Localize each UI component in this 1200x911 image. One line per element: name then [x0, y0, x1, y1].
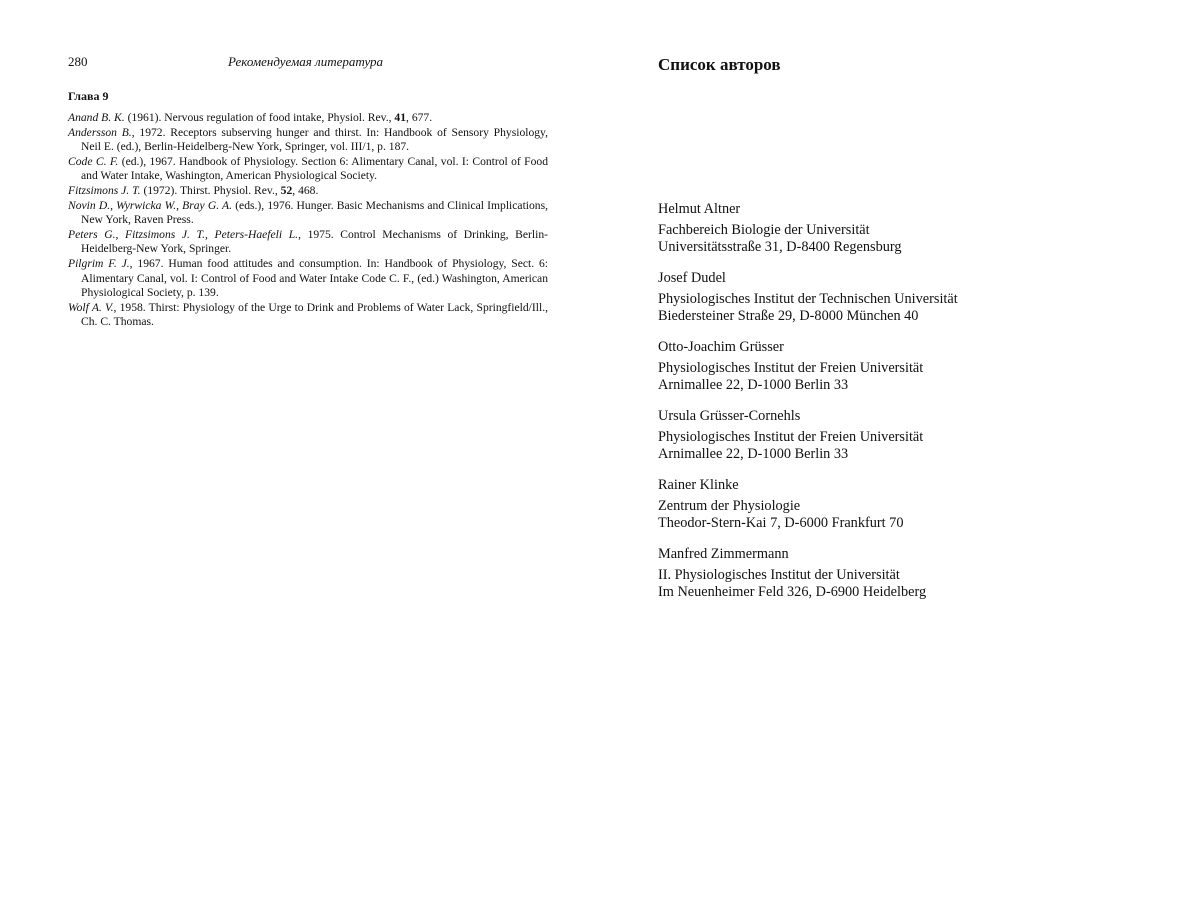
author-affiliation: Physiologisches Institut der Freien Universität — [658, 360, 924, 376]
author-name: Otto-Joachim Grüsser — [658, 339, 784, 355]
author-address: Arnimallee 22, D-1000 Berlin 33 — [658, 377, 849, 393]
author-affiliation: II. Physiologisches Institut der Universität — [658, 567, 900, 583]
author-name: Rainer Klinke — [658, 477, 739, 493]
reference-volume: 41 — [394, 111, 407, 124]
reference-authors: Anand B. K. — [68, 111, 125, 124]
reference-item — [68, 199, 548, 228]
author-address: Universitätsstraße 31, D-8400 Regensburg — [658, 239, 902, 255]
reference-volume: 52 — [280, 183, 293, 197]
author-entry — [658, 408, 1018, 463]
reference-authors: Wolf A. V. — [68, 300, 114, 314]
reference-text: , 1958. Thirst: Physiology of the Urge to Drink and Problems of Water Lack, Springfield/Ill., Ch. C. Thomas. — [81, 300, 548, 329]
reference-item — [68, 155, 548, 184]
right-page — [658, 54, 1018, 615]
author-list-title: Список авторов — [658, 55, 781, 74]
reference-authors: Novin D., Wyrwicka W., Bray G. A. — [68, 198, 233, 212]
reference-authors: Fitzsimons J. T. — [68, 183, 141, 197]
chapter-heading: Глава 9 — [68, 89, 109, 103]
reference-text: , 1967. Human food attitudes and consumption. In: Handbook of Physiology, Sect. 6: Alimentary Canal, vol. I: Control of Food and Water Intake Code C. F., (ed.) Washington, American Physiological Society, p. 139. — [81, 256, 548, 300]
reference-text: (1972). Thirst. Physiol. Rev., — [140, 183, 281, 197]
reference-authors: Andersson B. — [68, 125, 132, 139]
author-entry — [658, 201, 1018, 256]
page-number: 280 — [68, 54, 88, 69]
reference-text: (eds.), 1976. Hunger. Basic Mechanisms and Clinical Implications, New York, Raven Press. — [81, 198, 549, 227]
reference-text-end: , 468. — [292, 183, 319, 197]
reference-text: (1961). Nervous regulation of food intake, Physiol. Rev., — [124, 111, 395, 124]
author-affiliation: Zentrum der Physiologie — [658, 498, 801, 514]
author-address: Theodor-Stern-Kai 7, D-6000 Frankfurt 70 — [658, 515, 904, 531]
reference-text: , 1975. Control Mechanisms of Drinking, Berlin-Heidelberg-New York, Springer. — [81, 227, 548, 256]
reference-authors: Peters G., Fitzsimons J. T., Peters-Haefeli L. — [68, 227, 299, 241]
author-entry — [658, 339, 1018, 394]
author-address: Im Neuenheimer Feld 326, D-6900 Heidelberg — [658, 584, 927, 600]
reference-text: (ed.), 1967. Handbook of Physiology. Section 6: Alimentary Canal, vol. I: Control of Food and Water Intake, Washington, American Physiological Society. — [81, 154, 548, 183]
author-address: Biedersteiner Straße 29, D-8000 München 40 — [658, 308, 919, 324]
reference-text-end: , 677. — [406, 111, 433, 124]
running-title: Рекомендуемая литература — [228, 54, 384, 69]
author-address: Arnimallee 22, D-1000 Berlin 33 — [658, 446, 849, 462]
author-entry — [658, 477, 1018, 532]
reference-authors: Code C. F. — [68, 154, 119, 168]
author-name: Josef Dudel — [658, 270, 726, 286]
author-affiliation: Fachbereich Biologie der Universität — [658, 222, 870, 238]
author-entry — [658, 270, 1018, 325]
reference-item — [68, 126, 548, 155]
running-head — [68, 54, 548, 74]
left-page — [68, 54, 548, 330]
reference-authors: Pilgrim F. J. — [68, 256, 130, 270]
author-entry — [658, 546, 1018, 601]
author-affiliation: Physiologisches Institut der Freien Universität — [658, 429, 924, 445]
reference-text: , 1972. Receptors subserving hunger and thirst. In: Handbook of Sensory Physiology, Neil E. (ed.), Berlin-Heidelberg-New York, Springer, vol. III/1, p. 187. — [81, 125, 548, 154]
author-name: Manfred Zimmermann — [658, 546, 789, 562]
reference-item — [68, 111, 548, 126]
author-name: Helmut Altner — [658, 201, 741, 217]
reference-item — [68, 184, 548, 199]
author-list — [658, 201, 1018, 601]
reference-list — [68, 111, 548, 330]
reference-item — [68, 228, 548, 257]
reference-item — [68, 301, 548, 330]
author-affiliation: Physiologisches Institut der Technischen Universität — [658, 291, 958, 307]
reference-item — [68, 257, 548, 301]
author-name: Ursula Grüsser-Cornehls — [658, 408, 801, 424]
